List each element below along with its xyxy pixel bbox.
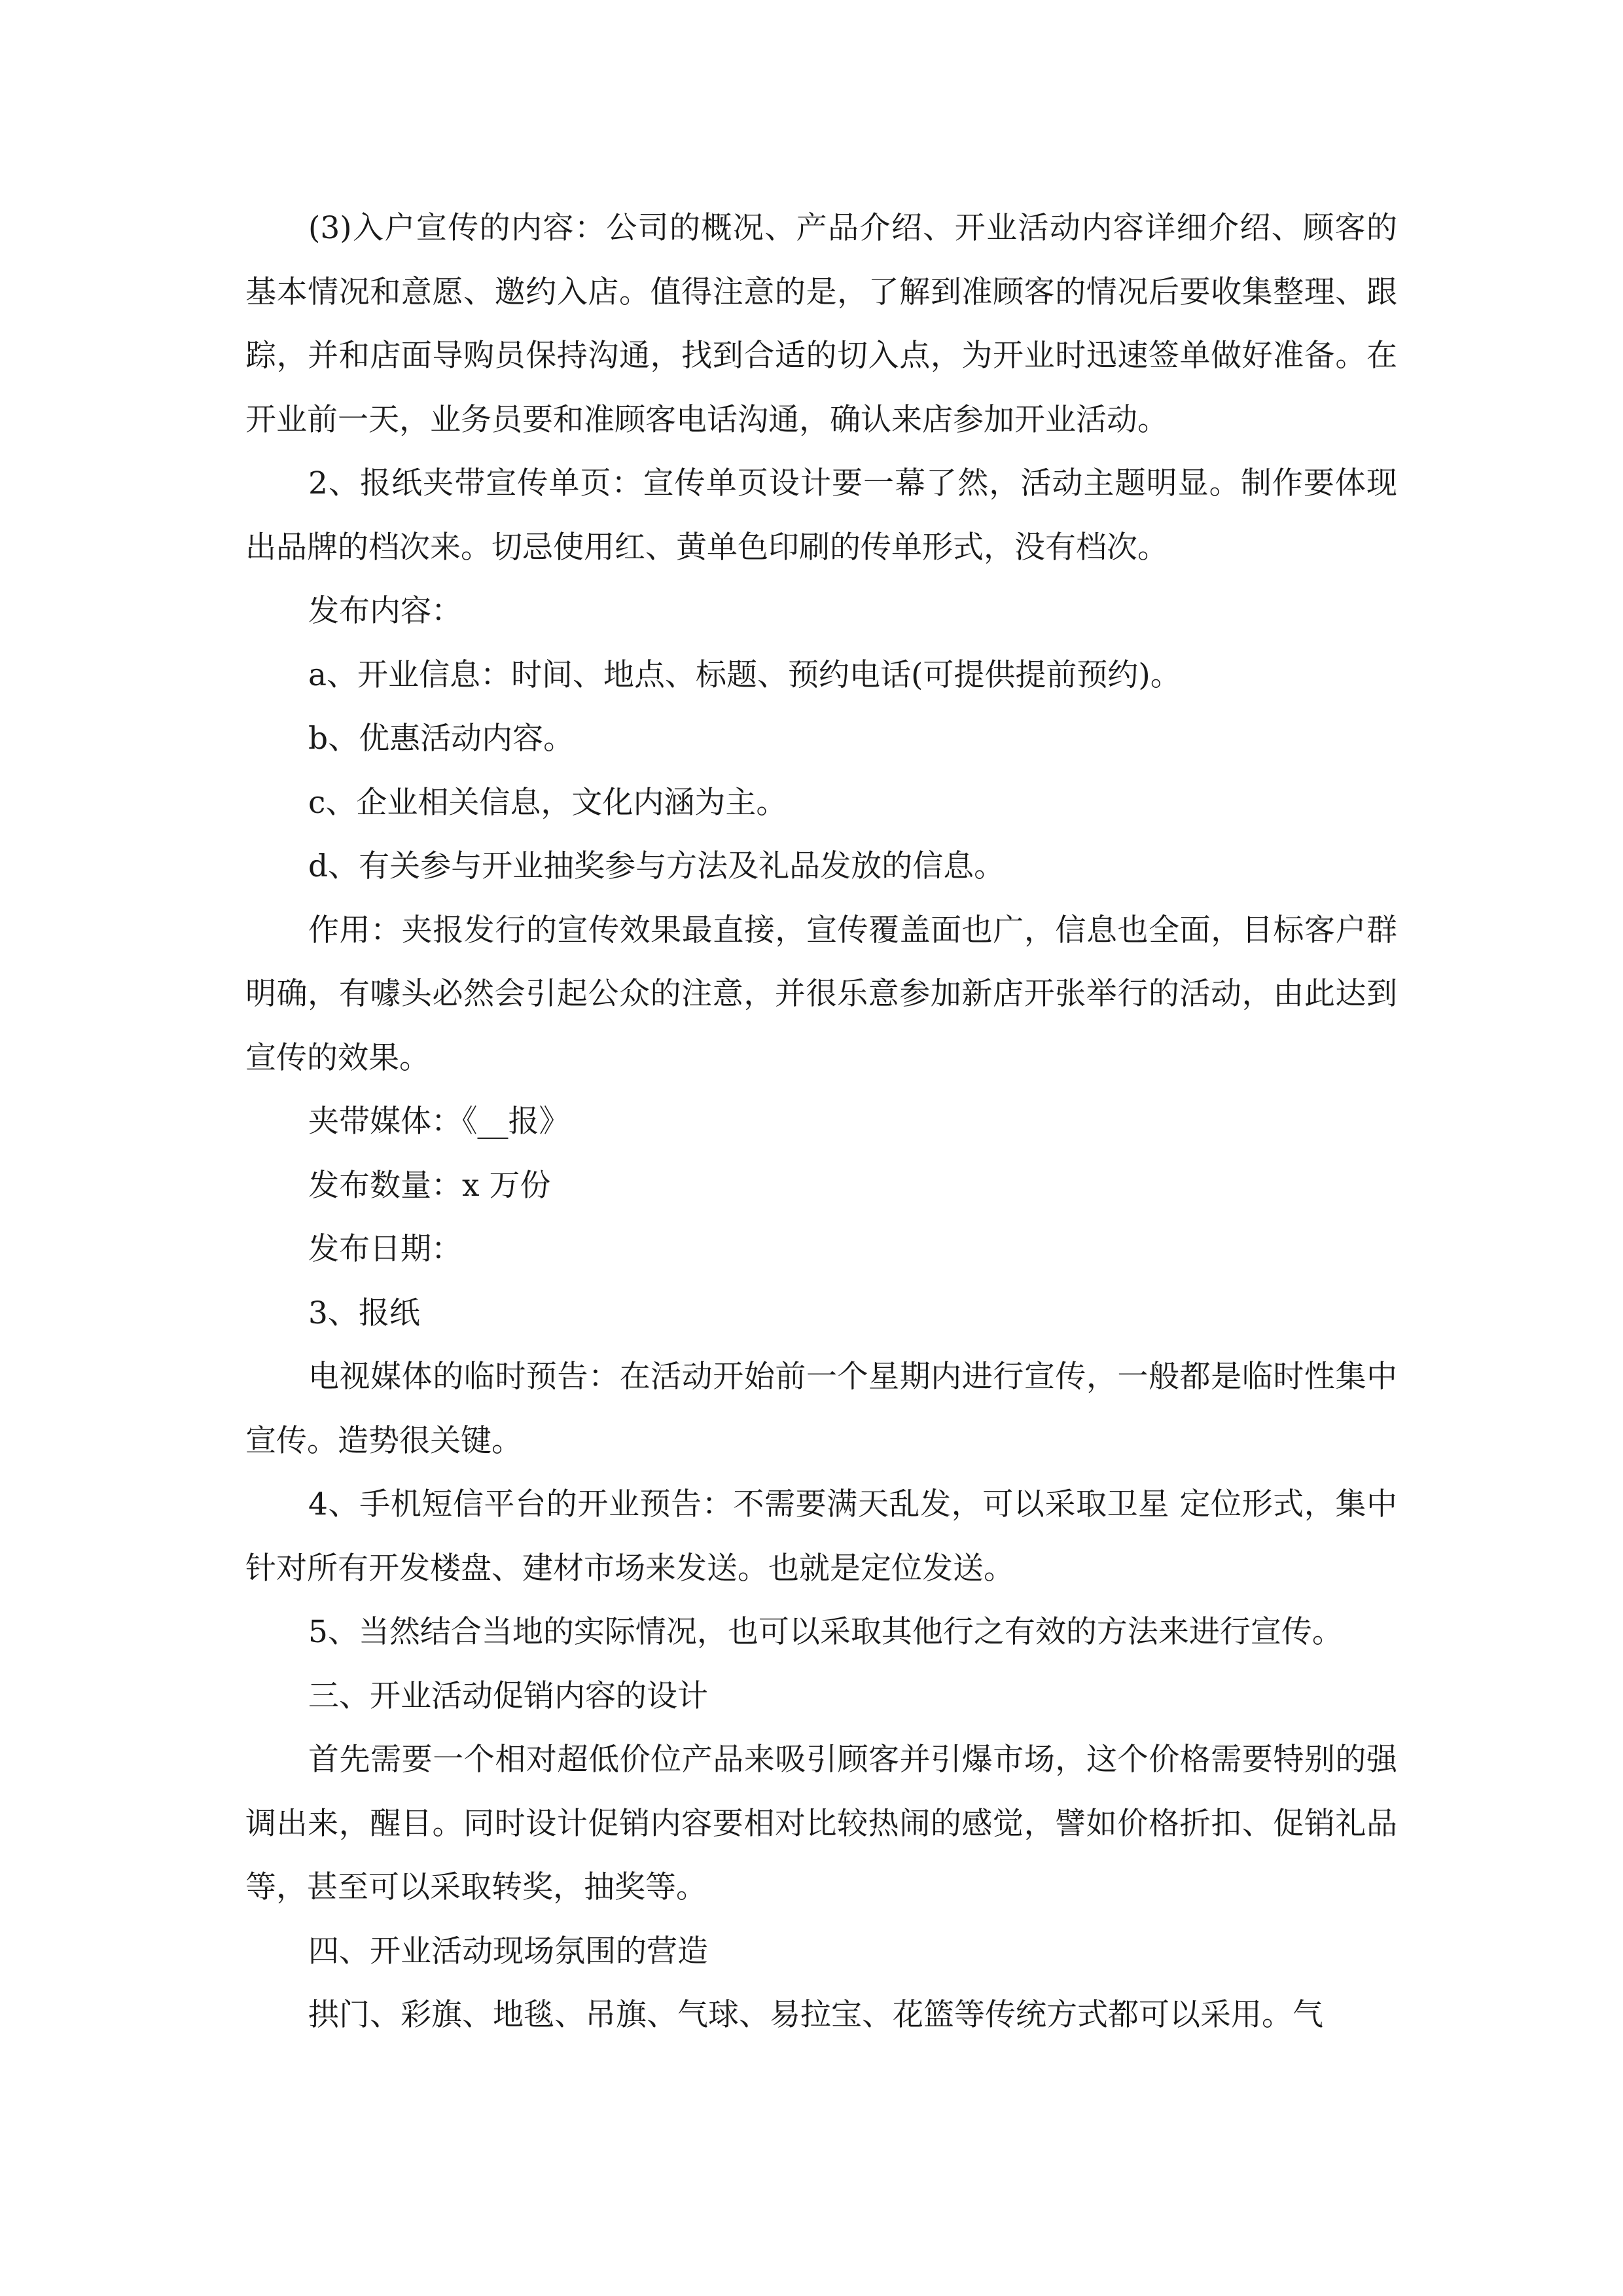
paragraph-newspaper-insert: 2、报纸夹带宣传单页：宣传单页设计要一幕了然，活动主题明显。制作要体现出品牌的档次来。切忌使用红、黄单色印刷的传单形式，没有档次。 [245,465,1397,565]
paragraph-item-b: b、优惠活动内容。 [308,721,575,757]
paragraph-atmosphere: 拱门、彩旗、地毯、吊旗、气球、易拉宝、花篮等传统方式都可以采用。气 [308,1997,1323,2033]
paragraph-item-c: c、企业相关信息，文化内涵为主。 [308,784,787,821]
paragraph-local-methods: 5、当然结合当地的实际情况，也可以采取其他行之有效的方法来进行宣传。 [308,1614,1343,1650]
paragraph-promotion-design: 首先需要一个相对超低价位产品来吸引顾客并引爆市场，这个价格需要特别的强调出来，醒目。同时设计促销内容要相对比较热闹的感觉，譬如价格折扣、促销礼品等，甚至可以采取转奖，抽奖等。 [245,1742,1397,1905]
paragraph-insert-media: 夹带媒体：《__报》 [308,1103,570,1139]
paragraph-item-d: d、有关参与开业抽奖参与方法及礼品发放的信息。 [308,848,1005,884]
paragraph-item-a: a、开业信息：时间、地点、标题、预约电话(可提供提前预约)。 [308,656,1181,693]
paragraph-publish-quantity: 发布数量：x 万份 [308,1167,551,1204]
paragraph-publish-content-heading: 发布内容： [308,593,462,629]
paragraph-tv-preview: 电视媒体的临时预告：在活动开始前一个星期内进行宣传，一般都是临时性集中宣传。造势很关键。 [245,1359,1397,1459]
paragraph-door-to-door-content: (3)入户宣传的内容：公司的概况、产品介绍、开业活动内容详细介绍、顾客的基本情况和意愿、邀约入店。值得注意的是，了解到准顾客的情况后要收集整理、跟踪，并和店面导购员保持沟通，找到合适的切入点，为开业时迅速签单做好准备。在开业前一天，业务员要和准顾客电话沟通，确认来店参加开业活动。 [245,210,1397,438]
paragraph-newspaper: 3、报纸 [308,1295,420,1331]
section-heading-promotion-design: 三、开业活动促销内容的设计 [308,1677,708,1714]
section-heading-atmosphere: 四、开业活动现场氛围的营造 [308,1933,708,1969]
paragraph-publish-date: 发布日期： [308,1231,462,1267]
document-body [245,196,1397,2047]
paragraph-effect: 作用：夹报发行的宣传效果最直接，宣传覆盖面也广，信息也全面，目标客户群明确，有噱头必然会引起公众的注意，并很乐意参加新店开张举行的活动，由此达到宣传的效果。 [245,912,1397,1076]
paragraph-sms-preview: 4、手机短信平台的开业预告：不需要满天乱发，可以采取卫星 定位形式，集中针对所有开发楼盘、建材市场来发送。也就是定位发送。 [245,1486,1397,1587]
